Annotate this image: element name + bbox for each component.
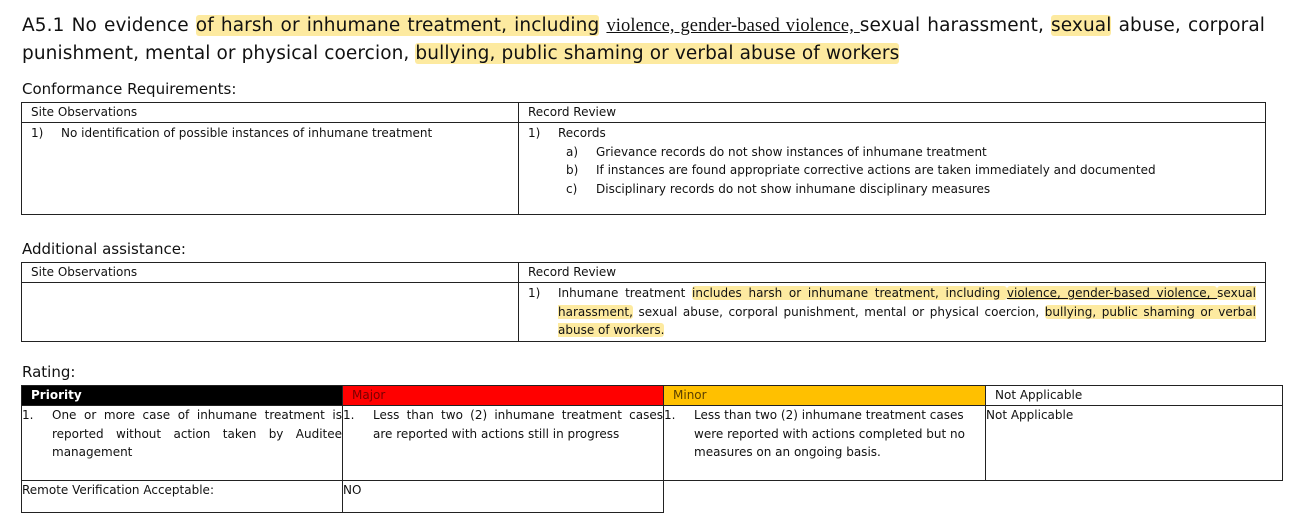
additional-record-header: Record Review [519, 263, 1266, 283]
heading-highlight-1: of harsh or inhumane treatment, including [195, 15, 600, 36]
rating-title: Rating: [22, 363, 76, 381]
list-item: 1) Inhumane treatment includes harsh or inhumane treatment, including violence, gender-based violence, sexual harassment, sexual abuse, corporal punishment, mental or physical coercion, bullying, public shaming or verbal abuse of workers. [528, 284, 1256, 340]
conformance-site-cell [22, 123, 519, 215]
list-subitem: b) If instances are found appropriate corrective actions are taken immediately and documented [566, 163, 1156, 178]
additional-title: Additional assistance: [22, 240, 186, 258]
rating-na-cell: Not Applicable [986, 406, 1283, 481]
additional-record-cell [519, 283, 1266, 342]
list-item: 1) No identification of possible instances of inhumane treatment [31, 126, 433, 140]
rating-header-priority: Priority [22, 386, 343, 406]
conformance-title: Conformance Requirements: [22, 80, 237, 98]
conformance-record-cell [519, 123, 1266, 215]
list-subitem: c) Disciplinary records do not show inhumane disciplinary measures [566, 182, 991, 197]
additional-site-header: Site Observations [22, 263, 519, 283]
additional-site-cell [22, 283, 519, 342]
heading-underlined-1: violence, gender-based violence, [606, 16, 860, 36]
rating-header-na: Not Applicable [986, 386, 1283, 406]
rating-major-cell: 1. Less than two (2) inhumane treatment cases are reported with actions still in progress [343, 406, 664, 481]
heading-highlight-2: sexual [1051, 15, 1112, 36]
rating-table [21, 385, 1283, 513]
requirement-heading: A5.1 No evidence of harsh or inhumane treatment, including violence, gender-based violence, sexual harassment, sexual abuse, corporal punishment, mental or physical coercion, bullying, public shaming or verbal abuse of workers [22, 15, 1266, 64]
remote-verification-value: NO [343, 481, 664, 513]
heading-prefix: A5.1 No evidence [22, 15, 196, 36]
additional-table [21, 262, 1266, 342]
rating-minor-cell: 1. Less than two (2) inhumane treatment cases were reported with actions completed but no measures on an ongoing basis. [664, 406, 986, 481]
conformance-site-header: Site Observations [22, 103, 519, 123]
list-item: 1) Records [528, 126, 606, 140]
rating-priority-cell: 1. One or more case of inhumane treatment is reported without action taken by Auditee management [22, 406, 343, 481]
conformance-table [21, 102, 1266, 215]
rating-header-minor: Minor [664, 386, 986, 406]
list-subitem: a) Grievance records do not show instances of inhumane treatment [566, 144, 987, 159]
remote-verification-label: Remote Verification Acceptable: [22, 481, 343, 513]
rating-header-major: Major [343, 386, 664, 406]
heading-highlight-3: bullying, public shaming or verbal abuse of workers [415, 43, 900, 64]
additional-record-text: Inhumane treatment includes harsh or inhumane treatment, including violence, gender-based violence, sexual harassment, sexual abuse, corporal punishment, mental or physical coercion, bullying, public shaming or verbal abuse of workers. [558, 286, 1256, 337]
conformance-record-header: Record Review [519, 103, 1266, 123]
